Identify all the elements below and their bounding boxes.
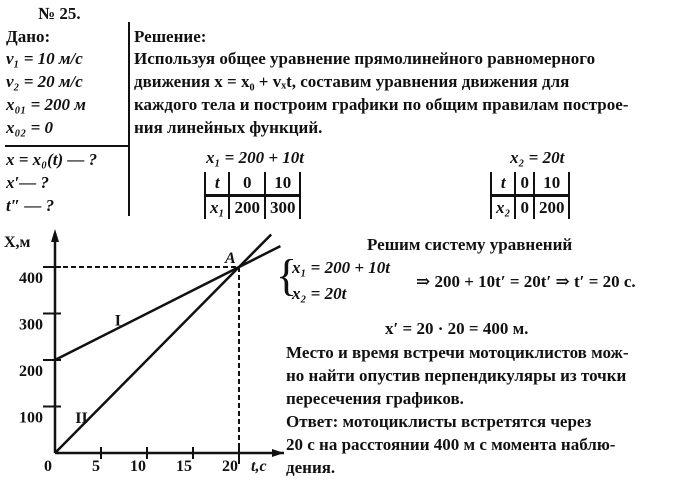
- table-cell: 0: [515, 172, 534, 196]
- unknown-line: t″ — ?: [6, 196, 55, 215]
- solution-paragraph-line: Используя общее уравнение прямолинейного равномерного: [134, 49, 596, 68]
- intersection-label: A: [225, 250, 236, 267]
- answer-line: дения.: [286, 458, 336, 477]
- system-brace: {: [276, 251, 298, 300]
- system-equation: x₂ = 20t: [292, 284, 347, 303]
- conclusion-line: но найти опустив перпендикуляры из точки: [286, 366, 627, 385]
- x-tick-label: 5: [92, 458, 100, 475]
- system-title: Решим систему уравнений: [367, 235, 573, 254]
- y-tick-label: 100: [19, 409, 43, 427]
- solution-paragraph-line: ния линейных функций.: [134, 118, 323, 137]
- table-cell: 200: [534, 196, 570, 220]
- given-line: x₀₁ = 200 м: [6, 95, 86, 114]
- x-tick-label: 10: [130, 458, 146, 475]
- solution-title: Решение:: [134, 27, 207, 46]
- given-title: Дано:: [6, 27, 51, 46]
- table-cell: 0: [229, 172, 265, 196]
- series-label: II: [75, 410, 88, 428]
- given-line: v₂ = 20 м/с: [6, 72, 83, 91]
- y-tick-label: 300: [19, 316, 43, 334]
- equation-x1: x₁ = 200 + 10t: [206, 148, 305, 167]
- x-tick-label: 0: [44, 458, 52, 475]
- x-axis-label: t,с: [251, 458, 267, 475]
- table-cell: 10: [534, 172, 570, 196]
- conclusion-line: Место и время встречи мотоциклистов мож-: [286, 343, 629, 362]
- answer-line: 20 с на расстоянии 400 м с момента наблю-: [286, 435, 616, 454]
- problem-number: № 25.: [38, 4, 81, 23]
- unknown-line: x = x₀(t) — ?: [6, 150, 98, 169]
- series-line-I: [55, 246, 280, 360]
- given-line: x₀₂ = 0: [6, 118, 54, 137]
- solution-paragraph-line: каждого тела и построим графики по общим правилам построе-: [134, 95, 629, 114]
- column-divider: [128, 22, 130, 216]
- x-axis-arrow: [272, 449, 284, 457]
- y-tick-label: 400: [19, 270, 43, 287]
- unknown-line: x′— ?: [6, 173, 50, 192]
- x-result: x′ = 20 · 20 = 400 м.: [385, 319, 529, 338]
- conclusion-line: пересечения графиков.: [286, 389, 464, 408]
- x-tick-label: 15: [176, 458, 192, 475]
- y-axis-arrow: [51, 229, 59, 242]
- table-cell: 200: [229, 196, 265, 220]
- equation-x2: x₂ = 20t: [510, 148, 565, 167]
- system-result: ⇒ 200 + 10t′ = 20t′ ⇒ t′ = 20 с.: [416, 272, 636, 291]
- solution-paragraph-line: движения x = x₀ + vₓt, составим уравнения движения для: [134, 72, 570, 91]
- series-label: I: [114, 312, 122, 330]
- table-cell: 300: [265, 196, 301, 220]
- given-divider: [5, 145, 129, 147]
- table-cell: 0: [515, 196, 534, 220]
- answer-line: Ответ: мотоциклисты встретятся через: [286, 412, 592, 431]
- value-table-1: [204, 172, 301, 219]
- system-equation: x₁ = 200 + 10t: [292, 258, 391, 277]
- table-cell: t: [491, 172, 515, 196]
- table-cell: x₁: [205, 196, 229, 220]
- table-cell: 10: [265, 172, 301, 196]
- table-cell: x₂: [491, 196, 515, 220]
- value-table-2: [490, 172, 570, 219]
- given-line: v₁ = 10 м/с: [6, 49, 83, 68]
- y-axis-label: X,м: [4, 234, 31, 251]
- motion-graph: [0, 225, 292, 490]
- y-tick-label: 200: [19, 363, 43, 380]
- x-tick-label: 20: [222, 458, 238, 475]
- table-cell: t: [205, 172, 229, 196]
